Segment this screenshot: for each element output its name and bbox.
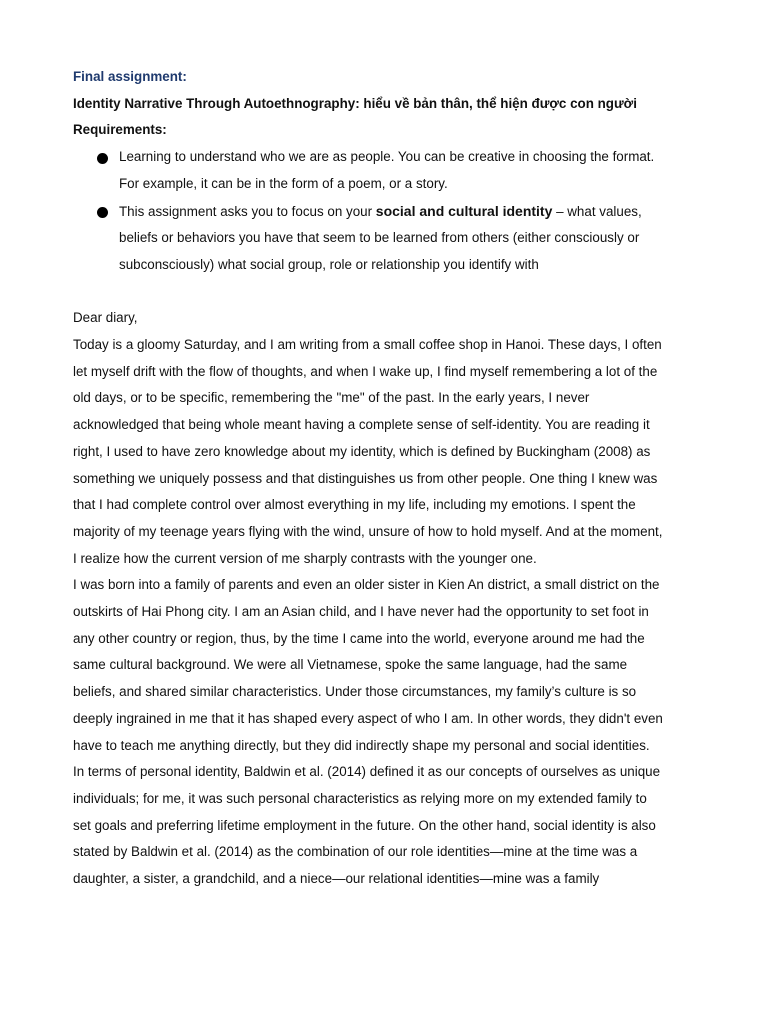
requirements-list <box>73 144 663 279</box>
requirement-text: Learning to understand who we are as people. You can be creative in choosing the format. For example, it can be in the form of a poem, or a story. <box>119 149 655 191</box>
bullet-icon <box>97 153 108 164</box>
salutation: Dear diary, <box>73 310 138 326</box>
bullet-icon <box>97 207 108 218</box>
list-item <box>73 198 663 279</box>
body-paragraph: I was born into a family of parents and even an older sister in Kien An district, a small district on the outskirts of Hai Phong city. I am an Asian child, and I have never had the opportunity to set foot in any other country or region, thus, by the time I came into the world, everyone around me had the same cultural background. We were all Vietnamese, spoke the same language, had the same beliefs, and shared similar characteristics. Under those circumstances, my family’s culture is so deeply ingrained in me that it has shaped every aspect of who I am. In other words, they didn't even have to teach me anything directly, but they did indirectly shape my personal and social identities. In terms of personal identity, Baldwin et al. (2014) defined it as our concepts of ourselves as unique individuals; for me, it was such personal characteristics as relying more on my extended family to set goals and preferring lifetime employment in the future. On the other hand, social identity is also stated by Baldwin et al. (2014) as the combination of our role identities—mine at the time was a daughter, a sister, a grandchild, and a niece—our relational identities—mine was a family <box>73 577 663 887</box>
list-item <box>73 144 663 197</box>
requirement-text-after: – what values, beliefs or behaviors you have that seem to be learned from others (either consciously or subconsciously) what social group, role or relationship you identify with <box>119 203 642 272</box>
final-assignment-label: Final assignment: <box>73 69 187 84</box>
document-page <box>73 64 663 893</box>
requirements-label: Requirements: <box>73 122 167 138</box>
document-title: Identity Narrative Through Autoethnography: hiểu về bản thân, thể hiện được con người <box>73 95 637 111</box>
requirement-text-before: This assignment asks you to focus on your <box>119 203 376 219</box>
body-paragraph: Today is a gloomy Saturday, and I am writing from a small coffee shop in Hanoi. These days, I often let myself drift with the flow of thoughts, and when I wake up, I find myself remembering a lot of the old days, or to be specific, remembering the "me" of the past. In the early years, I never acknowledged that being whole meant having a complete sense of self-identity. You are reading it right, I used to have zero knowledge about my identity, which is defined by Buckingham (2008) as something we uniquely possess and that distinguishes us from other people. One thing I knew was that I had complete control over almost everything in my life, including my emotions. I spent the majority of my teenage years flying with the wind, unsure of how to hold myself. And at the moment, I realize how the current version of me sharply contrasts with the younger one. <box>73 337 663 566</box>
requirement-emphasis: social and cultural identity <box>375 202 553 219</box>
blank-line <box>73 279 663 306</box>
